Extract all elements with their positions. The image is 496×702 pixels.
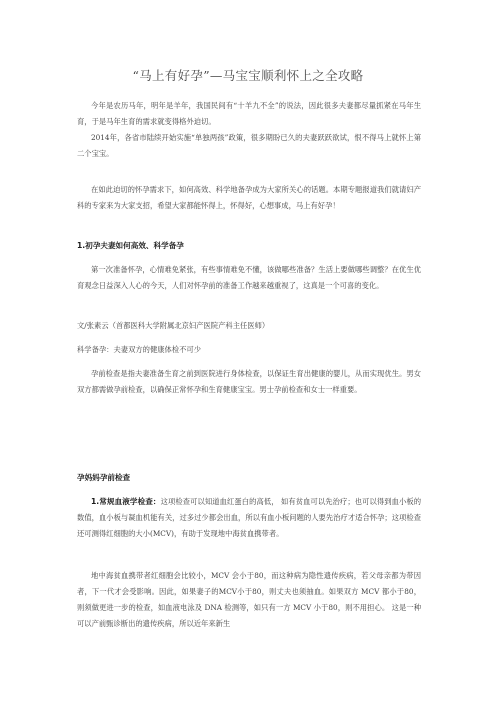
section-heading-exam: 孕妈妈孕前检查 <box>77 473 131 482</box>
item-1-more-paragraph: 地中海贫血携带者红细胞会比较小，MCV 会小于80，而这种病为隐性遗传疾病，若父母亲都为带因者，下一代才会受影响。因此，如果妻子的MCV小于80，则丈夫也须抽血。如果双方 MCV 都小于80，则须做更进一步的检查，如血液电泳及 DNA 检测等，如只有一方 MCV 小于80，则不用担心。 这是一种可以产前甄诊断出的遗传疾病，所以近年来新生 <box>77 571 421 628</box>
intro-paragraph-3: 在如此迫切的怀孕需求下，如何高效、科学地备孕成为大家所关心的话题。本期专题报道我们就请妇产科的专家来为大家支招，希望大家都能怀得上，怀得好，心想事成，马上有好孕！ <box>77 185 421 210</box>
item-1-paragraph <box>77 494 421 542</box>
exam-intro-paragraph: 孕前检查是指夫妻准备生育之前到医院进行身体检查，以保证生育出健康的婴儿，从而实现优生。男女双方都需做孕前检查，以确保正常怀孕和生育健康宝宝。男士孕前检查和女士一样重要。 <box>77 369 421 394</box>
intro-paragraph-2: 2014年，各省市陆续开始实施“单独两孩”政策，很多期盼已久的夫妻跃跃欲试，恨不得马上就怀上第二个宝宝。 <box>77 133 421 158</box>
document-title: “马上有好孕”—马宝宝顺利怀上之全攻略 <box>132 68 364 83</box>
section-1-paragraph: 第一次准备怀孕，心情难免紧张，有些事情难免不懂，该做哪些准备？生活上要做哪些调整？在优生优育观念日益深入人心的今天，人们对怀孕前的准备工作越来越重视了，这真是一个可喜的变化。 <box>77 265 421 290</box>
author-line: 文/张素云（首都医科大学附属北京妇产医院产科主任医师） <box>77 321 270 330</box>
intro-paragraph-1: 今年是农历马年，明年是羊年，我国民间有“十羊九不全”的说法，因此很多夫妻都尽量抓紧在马年生育，于是马年生育的需求就变得格外迫切。 <box>77 101 421 126</box>
subtitle-line: 科学备孕：夫妻双方的健康体检不可少 <box>77 345 202 354</box>
section-heading-prep: 1.初孕夫妻如何高效、科学备孕 <box>77 241 184 250</box>
item-1-lead: 1.常规血液学检查： <box>91 497 161 506</box>
item-1-body: 这项检查可以知道血红蛋白的高低， 如有贫血可以先治疗；也可以得到血小板的数值，血小板与凝血机能有关，过多过少都会出血，所以有血小板问题的人要先治疗才适合怀孕；这项检查还可测得红细胞的大小(MCV)，有助于发现地中海贫血携带者。 <box>77 497 421 538</box>
